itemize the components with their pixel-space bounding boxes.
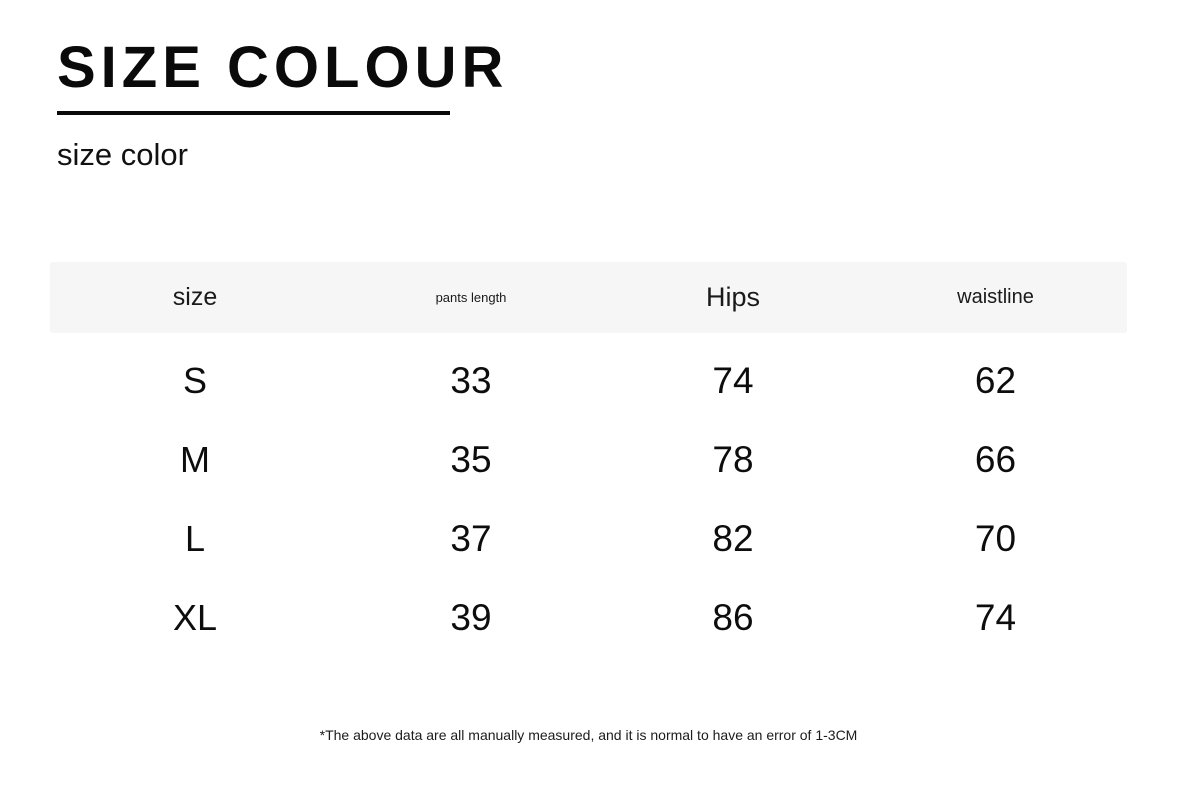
column-header-size: size xyxy=(172,283,218,311)
table-header-row xyxy=(50,262,1127,333)
column-header-waistline: waistline xyxy=(957,286,1034,308)
cell-waistline: 62 xyxy=(974,359,1017,401)
cell-pants-length: 33 xyxy=(450,359,492,401)
table-row xyxy=(50,578,1127,657)
cell-size: L xyxy=(184,517,206,559)
cell-size: S xyxy=(182,359,207,401)
page-subtitle: size color xyxy=(57,136,188,172)
cell-hips: 74 xyxy=(712,359,754,401)
column-header-hips: Hips xyxy=(705,282,760,312)
cell-hips: 78 xyxy=(712,438,754,480)
cell-hips: 86 xyxy=(712,596,754,638)
cell-pants-length: 35 xyxy=(450,438,492,480)
cell-size: M xyxy=(180,438,210,480)
cell-waistline: 74 xyxy=(974,596,1017,638)
table-row xyxy=(50,341,1127,420)
size-table xyxy=(50,262,1127,657)
table-body xyxy=(50,341,1127,657)
cell-pants-length: 39 xyxy=(450,596,492,638)
cell-size: XL xyxy=(172,596,218,638)
table-row xyxy=(50,420,1127,499)
title-underline xyxy=(57,111,450,115)
cell-hips: 82 xyxy=(712,517,754,559)
header xyxy=(57,35,657,173)
measurement-footnote: *The above data are all manually measured, and it is normal to have an error of 1-3CM xyxy=(319,727,858,743)
table-row xyxy=(50,499,1127,578)
page-title: SIZE COLOUR xyxy=(57,35,509,100)
column-header-pants-length: pants length xyxy=(435,290,507,305)
cell-waistline: 66 xyxy=(974,438,1017,480)
cell-waistline: 70 xyxy=(974,517,1017,559)
cell-pants-length: 37 xyxy=(450,517,492,559)
